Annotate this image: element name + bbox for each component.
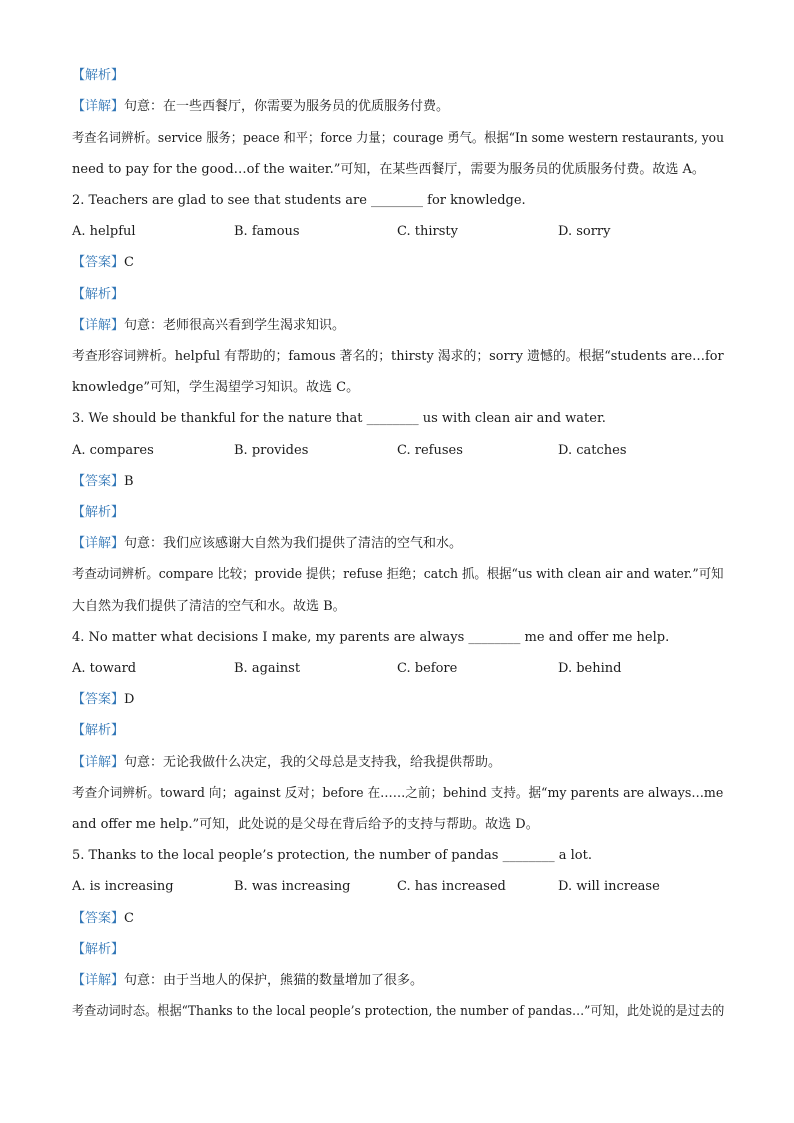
q3-explanation-line-1: 考查动词辨析。compare 比较；provide 提供；refuse 拒绝；catch 抓。根据“us with clean air and water.”可知 bbox=[72, 567, 724, 582]
q2-question: 2. Teachers are glad to see that students are ________ for knowledge. bbox=[72, 193, 526, 208]
q3-analysis-heading: 【解析】 bbox=[72, 505, 125, 520]
q5-answer bbox=[72, 909, 134, 929]
q5-answer-label: 【答案】 bbox=[72, 911, 125, 926]
q2-answer-value: C bbox=[124, 255, 134, 270]
q4-answer bbox=[72, 690, 134, 710]
q3-option-c: C. refuses bbox=[397, 443, 463, 458]
q5-option-a: A. is increasing bbox=[72, 879, 174, 894]
q2-detail-text: 句意：老师很高兴看到学生渴求知识。 bbox=[124, 318, 346, 333]
q2-explanation-line-2: knowledge”可知，学生渴望学习知识。故选 C。 bbox=[72, 380, 360, 395]
q2-option-b: B. famous bbox=[234, 224, 300, 239]
q5-detail-text: 句意：由于当地人的保护，熊猫的数量增加了很多。 bbox=[124, 973, 424, 988]
q1-detail-label: 【详解】 bbox=[72, 99, 125, 114]
q1-detail-text: 句意：在一些西餐厅，你需要为服务员的优质服务付费。 bbox=[124, 99, 450, 114]
q3-question: 3. We should be thankful for the nature that ________ us with clean air and water. bbox=[72, 411, 606, 426]
q1-detail bbox=[72, 97, 449, 117]
q5-detail-label: 【详解】 bbox=[72, 973, 125, 988]
q3-explanation-line-2: 大自然为我们提供了清洁的空气和水。故选 B。 bbox=[72, 599, 346, 614]
q4-explanation-line-2: and offer me help.”可知，此处说的是父母在背后给予的支持与帮助。故选 D。 bbox=[72, 817, 539, 832]
q3-detail bbox=[72, 534, 462, 554]
q3-detail-label: 【详解】 bbox=[72, 536, 125, 551]
q2-detail bbox=[72, 316, 345, 336]
q4-option-a: A. toward bbox=[72, 661, 137, 676]
q5-detail bbox=[72, 971, 423, 991]
q4-detail-text: 句意：无论我做什么决定，我的父母总是支持我，给我提供帮助。 bbox=[124, 755, 502, 770]
q1-explanation-line-1: 考查名词辨析。service 服务；peace 和平；force 力量；courage 勇气。根据“In some western restaurants, you bbox=[72, 131, 724, 146]
q3-answer-label: 【答案】 bbox=[72, 474, 125, 489]
q3-option-b: B. provides bbox=[234, 443, 309, 458]
q4-analysis-heading: 【解析】 bbox=[72, 723, 125, 738]
q5-answer-value: C bbox=[124, 911, 134, 926]
q3-answer bbox=[72, 472, 134, 492]
q5-question: 5. Thanks to the local people’s protection, the number of pandas ________ a lot. bbox=[72, 848, 592, 863]
q3-answer-value: B bbox=[124, 474, 134, 489]
q5-option-d: D. will increase bbox=[558, 879, 660, 894]
q2-answer-label: 【答案】 bbox=[72, 255, 125, 270]
q4-question: 4. No matter what decisions I make, my parents are always ________ me and offer me help. bbox=[72, 630, 670, 645]
q2-detail-label: 【详解】 bbox=[72, 318, 125, 333]
q4-option-b: B. against bbox=[234, 661, 301, 676]
q4-detail bbox=[72, 753, 501, 773]
q1-explanation-line-2: need to pay for the good…of the waiter.”可知，在某些西餐厅，需要为服务员的优质服务付费。故选 A。 bbox=[72, 162, 705, 177]
q1-analysis-heading: 【解析】 bbox=[72, 68, 125, 83]
q2-answer bbox=[72, 253, 134, 273]
q4-explanation-line-1: 考查介词辨析。toward 向；against 反对；before 在……之前；behind 支持。据“my parents are always…me bbox=[72, 786, 724, 801]
q2-explanation-line-1: 考查形容词辨析。helpful 有帮助的；famous 著名的；thirsty 渴求的；sorry 遗憾的。根据“students are…for bbox=[72, 349, 724, 364]
q4-answer-label: 【答案】 bbox=[72, 692, 125, 707]
q2-option-c: C. thirsty bbox=[397, 224, 458, 239]
q5-explanation-line-1: 考查动词时态。根据“Thanks to the local people’s protection, the number of pandas…”可知，此处说的是过去的 bbox=[72, 1004, 725, 1019]
q3-option-d: D. catches bbox=[558, 443, 627, 458]
q2-analysis-heading: 【解析】 bbox=[72, 287, 125, 302]
q4-detail-label: 【详解】 bbox=[72, 755, 125, 770]
q4-option-c: C. before bbox=[397, 661, 458, 676]
q4-option-d: D. behind bbox=[558, 661, 622, 676]
q4-answer-value: D bbox=[124, 692, 135, 707]
q2-option-d: D. sorry bbox=[558, 224, 611, 239]
q5-analysis-heading: 【解析】 bbox=[72, 942, 125, 957]
q5-option-c: C. has increased bbox=[397, 879, 506, 894]
q2-option-a: A. helpful bbox=[72, 224, 136, 239]
q3-option-a: A. compares bbox=[72, 443, 154, 458]
q3-detail-text: 句意：我们应该感谢大自然为我们提供了清洁的空气和水。 bbox=[124, 536, 463, 551]
q5-option-b: B. was increasing bbox=[234, 879, 351, 894]
